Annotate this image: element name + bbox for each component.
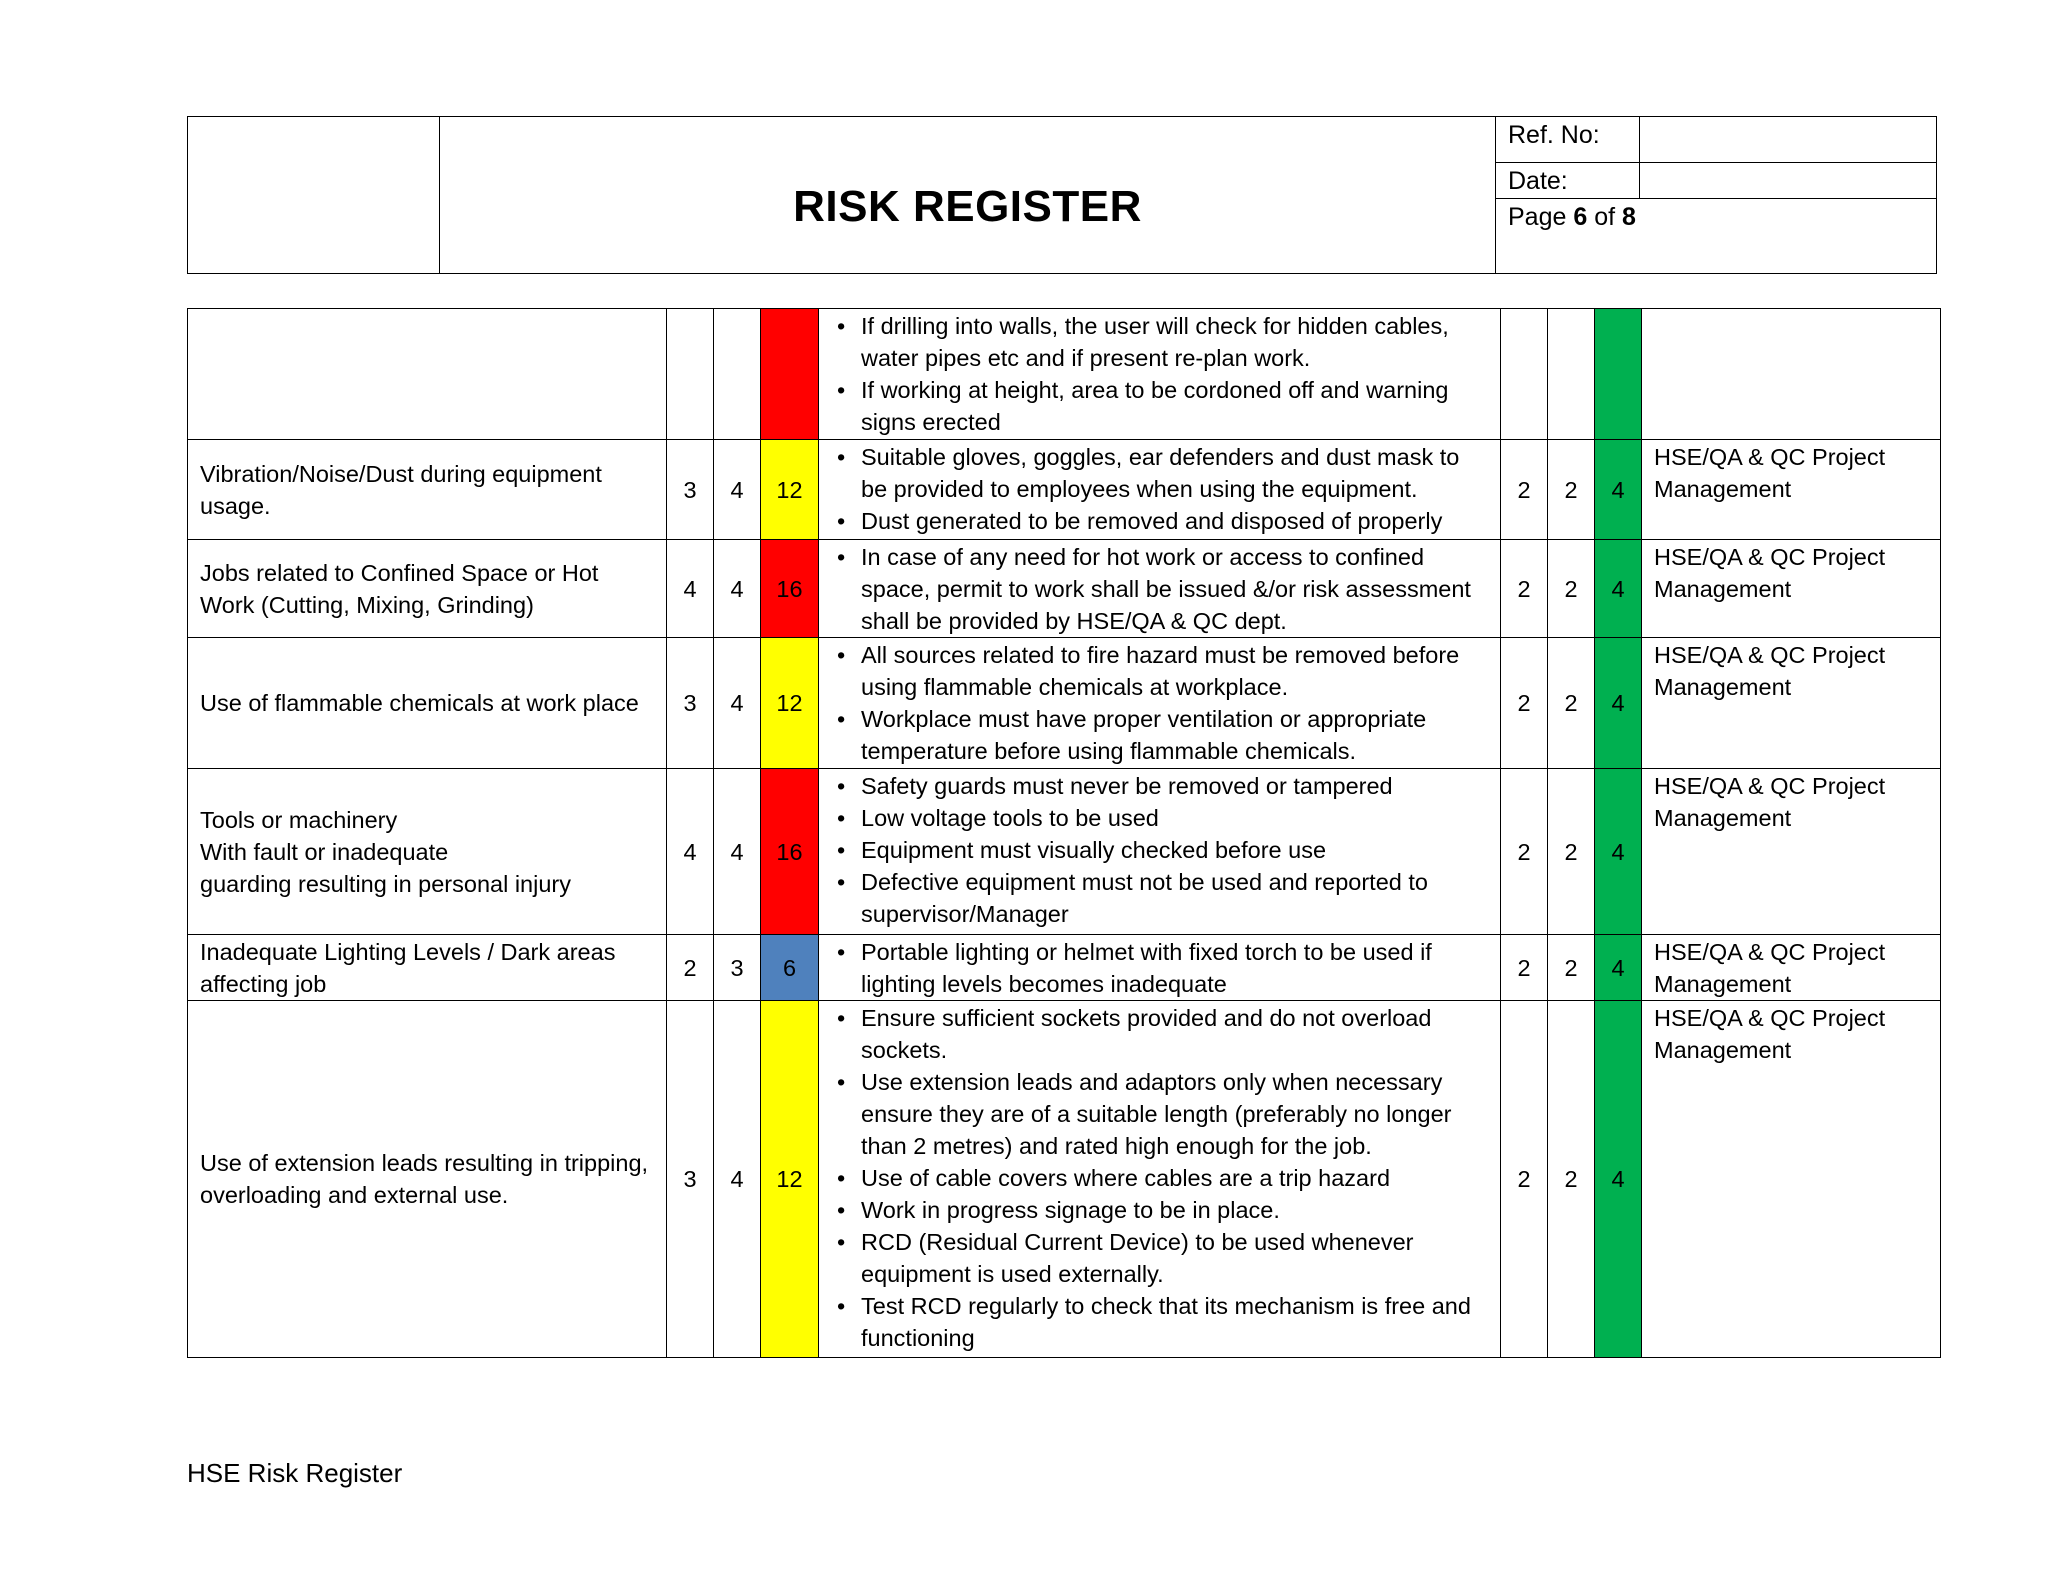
table-row <box>188 1001 1941 1358</box>
control-measure-item: • Test RCD regularly to check that its mechanism is free and functioning <box>861 1290 1488 1354</box>
control-measure-item: • Equipment must visually checked before use <box>861 834 1488 866</box>
severity-cell: 4 <box>714 638 761 769</box>
residual-likelihood-cell: 2 <box>1501 1001 1548 1358</box>
risk-rating-cell <box>761 309 819 440</box>
residual-likelihood-cell: 2 <box>1501 769 1548 935</box>
residual-rating-cell: 4 <box>1595 769 1642 935</box>
control-measure-item: • Safety guards must never be removed or tampered <box>861 770 1488 802</box>
table-row <box>188 638 1941 769</box>
residual-severity-cell: 2 <box>1548 1001 1595 1358</box>
document-header <box>187 116 1937 274</box>
likelihood-cell: 3 <box>667 638 714 769</box>
table-row <box>188 540 1941 638</box>
table-row <box>188 935 1941 1001</box>
responsible-cell: HSE/QA & QC Project Management <box>1642 935 1941 1001</box>
residual-severity-cell <box>1548 309 1595 440</box>
risk-rating-cell: 16 <box>761 540 819 638</box>
control-measures-cell <box>819 1001 1501 1358</box>
responsible-cell: HSE/QA & QC Project Management <box>1642 1001 1941 1358</box>
residual-rating-cell <box>1595 309 1642 440</box>
residual-severity-cell: 2 <box>1548 638 1595 769</box>
severity-cell: 4 <box>714 769 761 935</box>
severity-cell: 3 <box>714 935 761 1001</box>
residual-rating-cell: 4 <box>1595 1001 1642 1358</box>
control-measure-item: • Ensure sufficient sockets provided and do not overload sockets. <box>861 1002 1488 1066</box>
likelihood-cell: 4 <box>667 769 714 935</box>
residual-severity-cell: 2 <box>1548 769 1595 935</box>
likelihood-cell: 3 <box>667 1001 714 1358</box>
residual-severity-cell: 2 <box>1548 540 1595 638</box>
control-measure-item: • RCD (Residual Current Device) to be used whenever equipment is used externally. <box>861 1226 1488 1290</box>
footer-text: HSE Risk Register <box>187 1458 403 1488</box>
date-label: Date: <box>1496 163 1640 199</box>
severity-cell: 4 <box>714 540 761 638</box>
residual-rating-cell: 4 <box>1595 638 1642 769</box>
control-measure-item: • Defective equipment must not be used and reported to supervisor/Manager <box>861 866 1488 930</box>
control-measure-item: • Suitable gloves, goggles, ear defenders and dust mask to be provided to employees when using the equipment. <box>861 441 1488 505</box>
responsible-cell: HSE/QA & QC Project Management <box>1642 440 1941 540</box>
title-cell <box>440 117 1496 274</box>
risk-rating-cell: 6 <box>761 935 819 1001</box>
likelihood-cell: 2 <box>667 935 714 1001</box>
control-measure-item: • Use of cable covers where cables are a trip hazard <box>861 1162 1488 1194</box>
control-measures-cell <box>819 935 1501 1001</box>
residual-severity-cell: 2 <box>1548 440 1595 540</box>
control-measures-cell <box>819 440 1501 540</box>
responsible-cell: HSE/QA & QC Project Management <box>1642 638 1941 769</box>
responsible-cell <box>1642 309 1941 440</box>
residual-likelihood-cell: 2 <box>1501 935 1548 1001</box>
control-measure-item: • Low voltage tools to be used <box>861 802 1488 834</box>
likelihood-cell: 4 <box>667 540 714 638</box>
ref-no-label: Ref. No: <box>1496 117 1640 163</box>
severity-cell <box>714 309 761 440</box>
hazard-line: guarding resulting in personal injury <box>200 870 571 897</box>
responsible-cell: HSE/QA & QC Project Management <box>1642 540 1941 638</box>
ref-no-value <box>1640 117 1937 163</box>
residual-rating-cell: 4 <box>1595 540 1642 638</box>
hazard-cell: Vibration/Noise/Dust during equipment usage. <box>188 440 667 540</box>
responsible-cell: HSE/QA & QC Project Management <box>1642 769 1941 935</box>
control-measures-cell <box>819 540 1501 638</box>
hazard-line: Tools or machinery <box>200 806 398 833</box>
hazard-cell <box>188 769 667 935</box>
hazard-cell: Inadequate Lighting Levels / Dark areas affecting job <box>188 935 667 1001</box>
risk-register-table <box>187 308 1941 1358</box>
risk-rating-cell: 16 <box>761 769 819 935</box>
control-measures-cell <box>819 638 1501 769</box>
table-row <box>188 769 1941 935</box>
likelihood-cell: 3 <box>667 440 714 540</box>
residual-likelihood-cell: 2 <box>1501 638 1548 769</box>
control-measure-item: • In case of any need for hot work or access to confined space, permit to work shall be issued &/or risk assessment shall be provided by HSE/QA & QC dept. <box>861 541 1488 637</box>
control-measure-item: • All sources related to fire hazard must be removed before using flammable chemicals at workplace. <box>861 639 1488 703</box>
logo-placeholder <box>188 117 440 274</box>
residual-likelihood-cell: 2 <box>1501 540 1548 638</box>
date-value <box>1640 163 1937 199</box>
control-measure-item: • Workplace must have proper ventilation or appropriate temperature before using flammable chemicals. <box>861 703 1488 767</box>
table-row <box>188 440 1941 540</box>
likelihood-cell <box>667 309 714 440</box>
hazard-cell: Use of flammable chemicals at work place <box>188 638 667 769</box>
control-measure-item: • If working at height, area to be cordoned off and warning signs erected <box>861 374 1488 438</box>
hazard-cell: Use of extension leads resulting in tripping, overloading and external use. <box>188 1001 667 1358</box>
control-measures-cell <box>819 309 1501 440</box>
residual-rating-cell: 4 <box>1595 935 1642 1001</box>
residual-severity-cell: 2 <box>1548 935 1595 1001</box>
control-measure-item: • Work in progress signage to be in place. <box>861 1194 1488 1226</box>
page-number: Page 6 of 8 <box>1496 199 1937 274</box>
severity-cell: 4 <box>714 1001 761 1358</box>
residual-likelihood-cell <box>1501 309 1548 440</box>
control-measure-item: • If drilling into walls, the user will check for hidden cables, water pipes etc and if present re-plan work. <box>861 310 1488 374</box>
page-title: RISK REGISTER <box>793 182 1142 231</box>
table-row <box>188 309 1941 440</box>
residual-rating-cell: 4 <box>1595 440 1642 540</box>
residual-likelihood-cell: 2 <box>1501 440 1548 540</box>
control-measure-item: • Portable lighting or helmet with fixed torch to be used if lighting levels becomes inadequate <box>861 936 1488 1000</box>
control-measure-item: • Use extension leads and adaptors only when necessary ensure they are of a suitable length (preferably no longer than 2 metres) and rated high enough for the job. <box>861 1066 1488 1162</box>
severity-cell: 4 <box>714 440 761 540</box>
control-measure-item: • Dust generated to be removed and disposed of properly <box>861 505 1488 537</box>
risk-rating-cell: 12 <box>761 1001 819 1358</box>
hazard-line: With fault or inadequate <box>200 838 449 865</box>
hazard-cell <box>188 309 667 440</box>
risk-rating-cell: 12 <box>761 638 819 769</box>
control-measures-cell <box>819 769 1501 935</box>
hazard-cell: Jobs related to Confined Space or Hot Work (Cutting, Mixing, Grinding) <box>188 540 667 638</box>
risk-rating-cell: 12 <box>761 440 819 540</box>
